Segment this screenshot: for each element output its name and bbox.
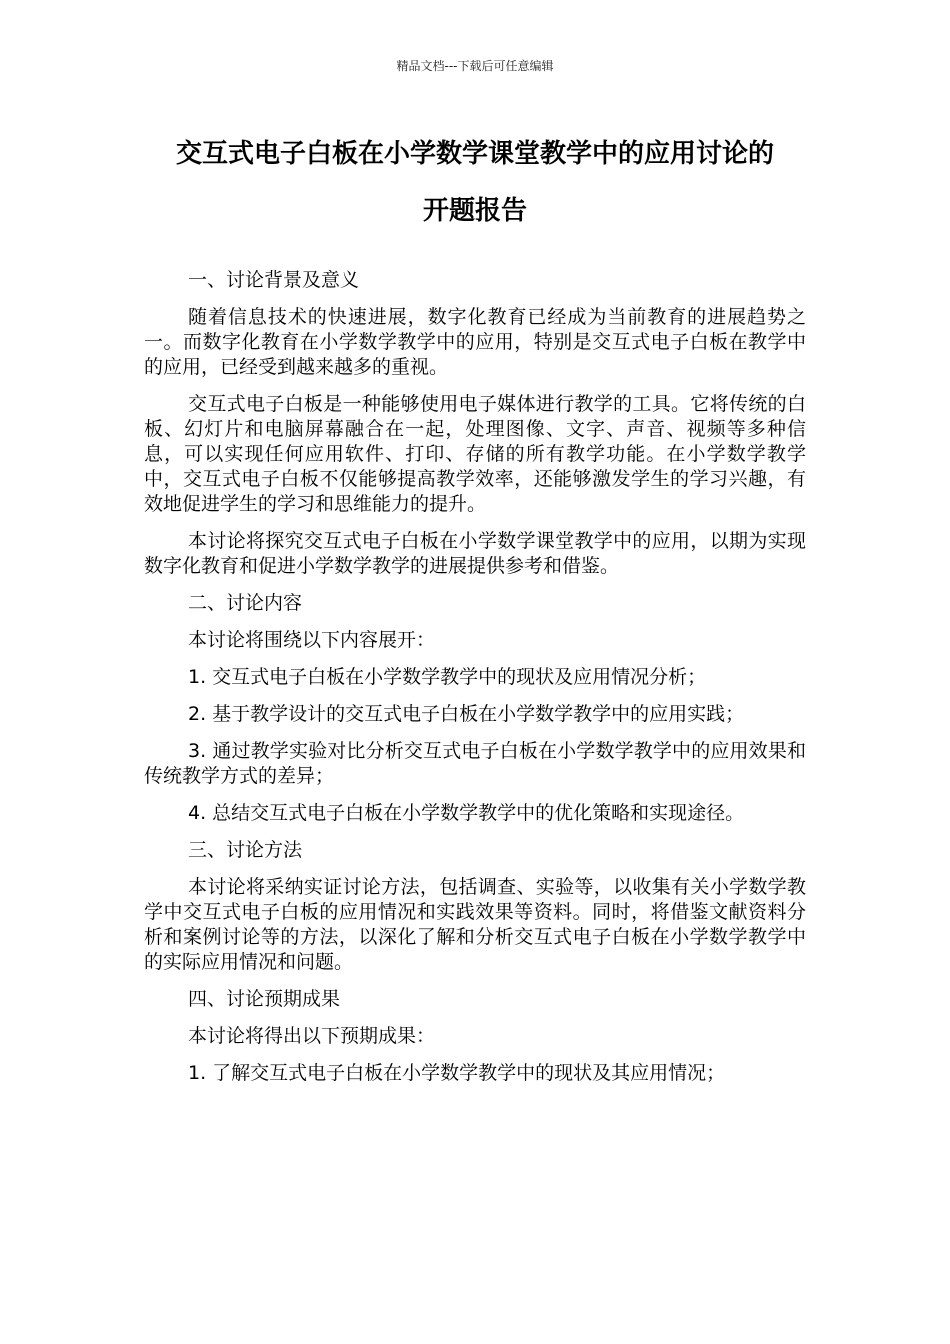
section-heading-methods: 三、讨论方法 <box>188 839 303 861</box>
section-heading-content: 二、讨论内容 <box>188 592 303 614</box>
paragraph-background-2: 交互式电子白板是一种能够使用电子媒体进行教学的工具。它将传统的白板、幻灯片和电脑屏幕融合在一起，处理图像、文字、声音、视频等多种信息，可以实现任何应用软件、打印、存储的所有教学功能。在小学数学教学中，交互式电子白板不仅能够提高教学效率，还能够激发学生的学习兴趣，有效地促进学生的学习和思维能力的提升。 <box>144 393 806 515</box>
paragraph-outcomes-intro: 本讨论将得出以下预期成果： <box>188 1025 436 1047</box>
paragraph-content-intro: 本讨论将围绕以下内容展开： <box>188 629 436 651</box>
list-item-content-3: 3. 通过教学实验对比分析交互式电子白板在小学数学教学中的应用效果和传统教学方式的差异； <box>144 740 806 787</box>
section-heading-background: 一、讨论背景及意义 <box>188 269 360 291</box>
list-item-content-1: 1. 交互式电子白板在小学数学教学中的现状及应用情况分析； <box>188 666 707 688</box>
paragraph-background-3: 本讨论将探究交互式电子白板在小学数学课堂教学中的应用，以期为实现数字化教育和促进小学数学教学的进展提供参考和借鉴。 <box>144 530 806 577</box>
document-title-line-1: 交互式电子白板在小学数学课堂教学中的应用讨论的 <box>175 139 774 169</box>
list-item-content-4: 4. 总结交互式电子白板在小学数学教学中的优化策略和实现途径。 <box>188 802 745 824</box>
paragraph-background-1: 随着信息技术的快速进展，数字化教育已经成为当前教育的进展趋势之一。而数字化教育在小学数学教学中的应用，特别是交互式电子白板在教学中的应用，已经受到越来越多的重视。 <box>144 306 806 378</box>
document-body <box>144 268 806 1098</box>
paragraph-methods: 本讨论将采纳实证讨论方法，包括调查、实验等，以收集有关小学数学教学中交互式电子白板的应用情况和实践效果等资料。同时，将借鉴文献资料分析和案例讨论等的方法，以深化了解和分析交互式电子白板在小学数学教学中的实际应用情况和问题。 <box>144 876 806 973</box>
document-title-line-2: 开题报告 <box>422 196 527 226</box>
list-item-content-2: 2. 基于教学设计的交互式电子白板在小学数学教学中的应用实践； <box>188 703 745 725</box>
section-heading-outcomes: 四、讨论预期成果 <box>188 988 341 1010</box>
list-item-outcomes-1: 1. 了解交互式电子白板在小学数学教学中的现状及其应用情况； <box>188 1062 726 1084</box>
header-note: 精品文档---下载后可任意编辑 <box>396 59 554 73</box>
